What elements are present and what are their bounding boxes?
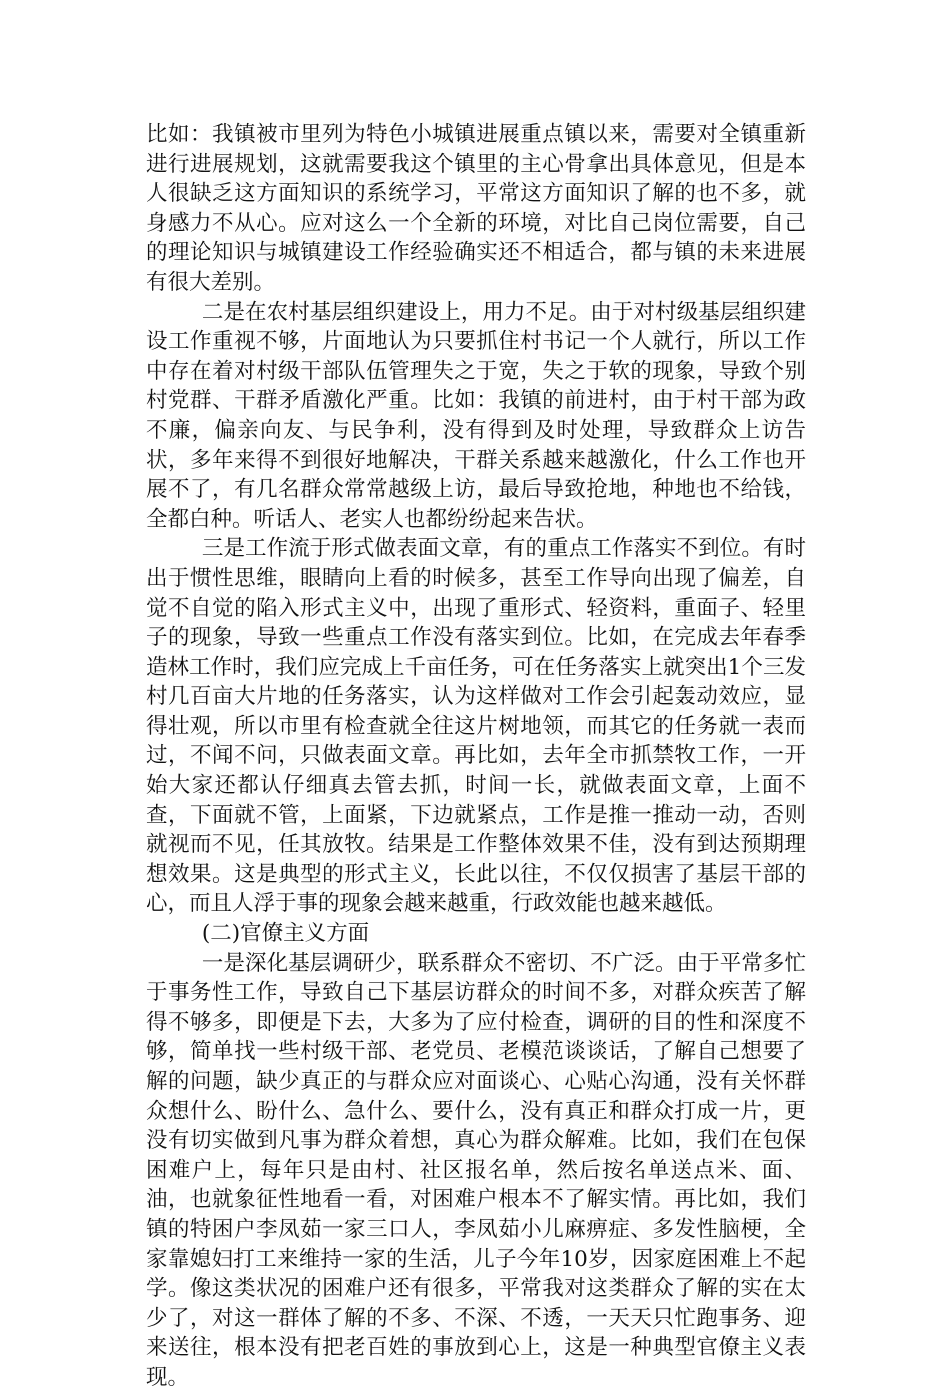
document-body xyxy=(146,120,806,1393)
paragraph-continuation: 比如：我镇被市里列为特色小城镇进展重点镇以来，需要对全镇重新进行进展规划，这就需要我这个镇里的主心骨拿出具体意见，但是本人很缺乏这方面知识的系统学习，平常这方面知识了解的也不多，就身感力不从心。应对这么一个全新的环境，对比自己岗位需要，自己的理论知识与城镇建设工作经验确实还不相适合，都与镇的未来进展有很大差别。 xyxy=(146,122,806,295)
paragraph-rural-organization: 二是在农村基层组织建设上，用力不足。由于对村级基层组织建设工作重视不够，片面地认为只要抓住村书记一个人就行，所以工作中存在着对村级干部队伍管理失之于宽，失之于软的现象，导致个别村党群、干群矛盾激化严重。比如：我镇的前进村，由于村干部为政不廉，偏亲向友、与民争利，没有得到及时处理，导致群众上访告状，多年来得不到很好地解决，干群关系越来越激化，什么工作也开展不了，有几名群众常常越级上访，最后导致抢地，种地也不给钱，全都白种。听话人、老实人也都纷纷起来告状。 xyxy=(146,299,806,532)
section-heading-bureaucratism: (二)官僚主义方面 xyxy=(201,921,370,947)
paragraph-grassroots-research: 一是深化基层调研少，联系群众不密切、不广泛。由于平常多忙于事务性工作，导致自己下基层访群众的时间不多，对群众疾苦了解得不够多，即便是下去，大多为了应付检查，调研的目的性和深度不够，简单找一些村级干部、老党员、老模范谈谈话，了解自己想要了解的问题，缺少真正的与群众应对面谈心、心贴心沟通，没有关怀群众想什么、盼什么、急什么、要什么，没有真正和群众打成一片，更没有切实做到凡事为群众着想，真心为群众解难。比如，我们在包保困难户上，每年只是由村、社区报名单，然后按名单送点米、面、油，也就象征性地看一看，对困难户根本不了解实情。再比如，我们镇的特困户李凤茹一家三口人，李凤茹小儿麻痹症、多发性脑梗，全家靠媳妇打工来维持一家的生活，儿子今年10岁，因家庭困难上不起学。像这类状况的困难户还有很多，平常我对这类群众了解的实在太少了，对这一群体了解的不多、不深、不透，一天天只忙跑事务、迎来送往，根本没有把老百姓的事放到心上，这是一种典型官僚主义表现。 xyxy=(146,950,806,1390)
paragraph-formalism: 三是工作流于形式做表面文章，有的重点工作落实不到位。有时出于惯性思维，眼睛向上看的时候多，甚至工作导向出现了偏差，自觉不自觉的陷入形式主义中，出现了重形式、轻资料，重面子、轻里子的现象，导致一些重点工作没有落实到位。比如，在完成去年春季造林工作时，我们应完成上千亩任务，可在任务落实上就突出1个三发村几百亩大片地的任务落实，认为这样做对工作会引起轰动效应，显得壮观，所以市里有检查就全往这片树地领，而其它的任务就一表而过，不闻不问，只做表面文章。再比如，去年全市抓禁牧工作，一开始大家还都认仔细真去管去抓，时间一长，就做表面文章，上面不查，下面就不管，上面紧，下边就紧点，工作是推一推动一动，否则就视而不见，任其放牧。结果是工作整体效果不佳，没有到达预期理想效果。这是典型的形式主义，长此以往，不仅仅损害了基层干部的心，而且人浮于事的现象会越来越重，行政效能也越来越低。 xyxy=(146,536,806,917)
